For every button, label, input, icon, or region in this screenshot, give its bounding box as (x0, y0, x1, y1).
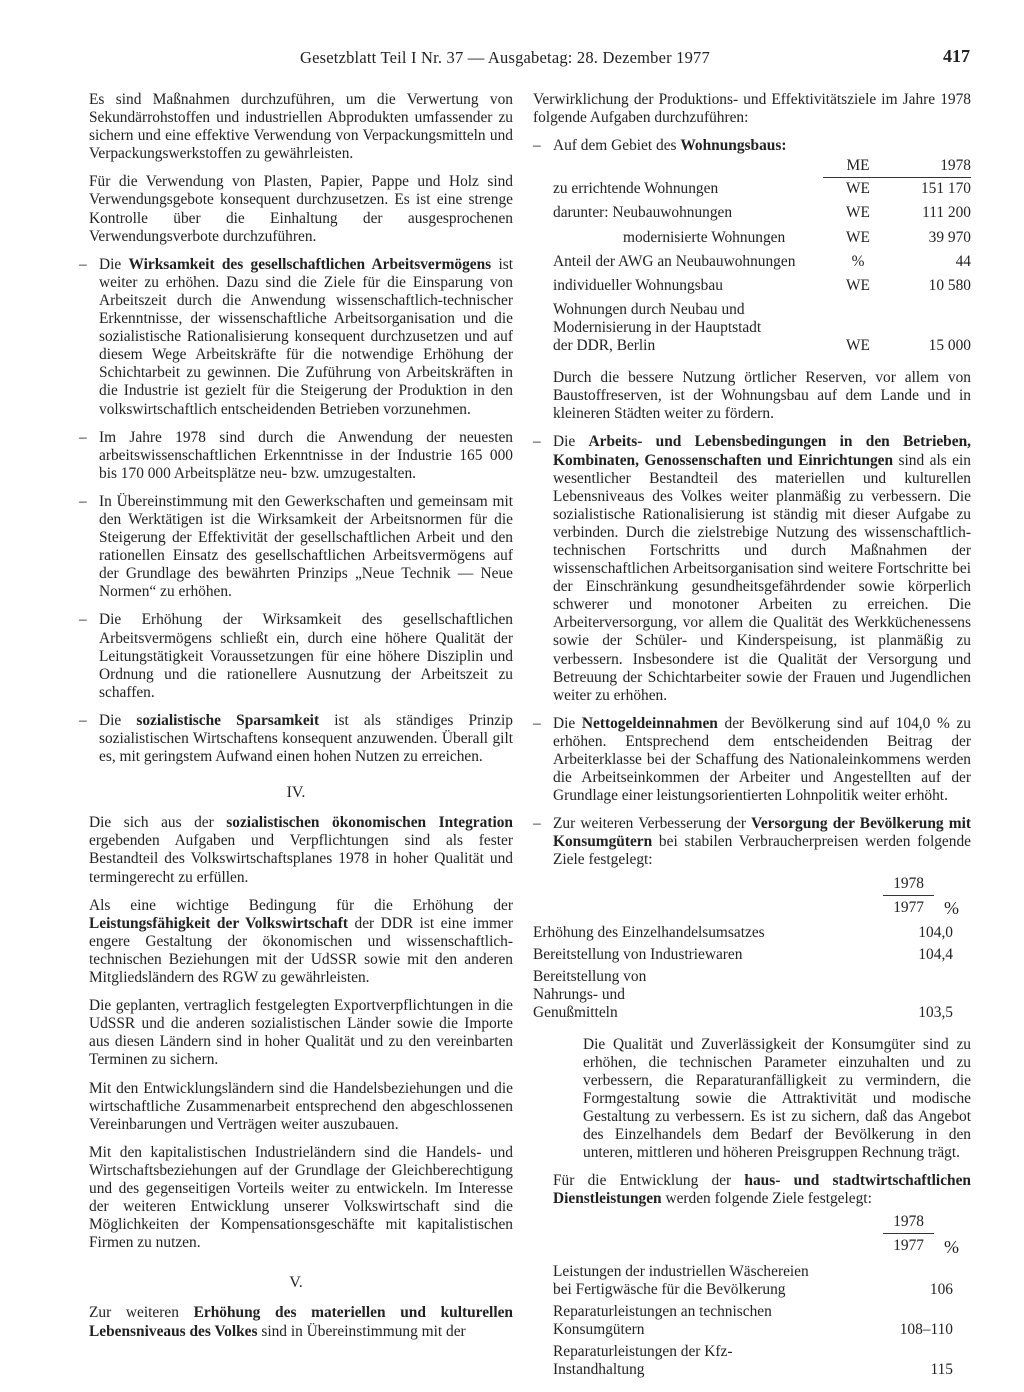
table-row (533, 1342, 971, 1382)
row-value: 44 (955, 252, 971, 270)
row-label: Leistungen der industriellen Wäschereien bei Fertigwäsche für die Bevölkerung (553, 1262, 809, 1298)
ratio-numerator: 1978 (883, 1212, 934, 1234)
bold-term: sozialistische Sparsamkeit (136, 711, 320, 729)
paragraph-dash (533, 715, 971, 805)
row-label: Reparaturleistungen an technischen Konsumgütern (553, 1303, 772, 1339)
paragraph-dash (533, 815, 971, 869)
text: Die (553, 714, 582, 732)
paragraph: Für die Verwendung von Plasten, Papier, Pappe und Holz sind Verwendungsgebote konsequent durchzusetzen. Es ist eine strenge Kontrolle über die Einhaltung der ausgesprochenen Verwendungsverbote durchzuführen. (89, 173, 513, 245)
text: Für die Entwicklung der (553, 1172, 745, 1190)
paragraph (79, 429, 513, 483)
paragraph: Es sind Maßnahmen durchzuführen, um die Verwertung von Sekundärrohstoffen und industriellen Abprodukten umfassender zu sichern und eine effektive Verwendung von Verpackungsmitteln und Verpackungswerkstoffen zu gewährleisten. (89, 91, 513, 163)
paragraph: Mit den Entwicklungsländern sind die Handelsbeziehungen und die wirtschaftliche Zusammenarbeit entsprechend den abgeschlossenen Vereinbarungen und Verträgen weiter auszubauen. (89, 1079, 513, 1133)
housing-table (553, 157, 971, 359)
paragraph (533, 1172, 971, 1208)
page-number: 417 (943, 46, 970, 66)
text: Die Erhöhung der Wirksamkeit des gesellschaftlichen Arbeitsvermögens schließt ein, durch eine höhere Qualität der Leitungstätigkeit Voraussetzungen für eine höhere Disziplin und Ordnung und die rationellere Ausnutzung der Arbeitszeit zu schaffen. (99, 611, 513, 701)
percent-sign: % (944, 897, 959, 918)
table-row (533, 1262, 971, 1302)
row-unit: WE (846, 180, 870, 198)
row-value: 151 170 (920, 180, 971, 198)
bold-term: sozialistischen ökonomischen Integration (226, 814, 513, 832)
bold-term: Arbeits- und Lebensbedingungen in den Betrieben, Kombinaten, Genossenschaften und Einrichtungen (553, 433, 971, 469)
row-unit: WE (846, 337, 870, 355)
table-row (533, 923, 971, 945)
row-label: individueller Wohnungsbau (553, 276, 723, 294)
row-value: 111 200 (922, 204, 971, 222)
table-header-label (553, 157, 823, 178)
year-ratio (883, 1212, 934, 1255)
text: Die sich aus der (89, 814, 227, 832)
text: In Übereinstimmung mit den Gewerkschaften und gemeinsam mit den Werktätigen ist die Wirksamkeit der Arbeitsnormen für die Steigerung der Effektivität der gesellschaftlichen Arbeit und den rationellen Einsatz des gesellschaftlichen Arbeitsvermögens auf der Grundlage des bewährten Prinzips „Neue Technik — Neue Normen“ zu erhöhen. (99, 492, 513, 601)
text: Als eine wichtige Bedingung für die Erhöhung der (89, 896, 513, 914)
row-label: Bereitstellung von Nahrungs- und Genußmitteln (533, 968, 647, 1022)
row-label: Reparaturleistungen der Kfz-Instandhaltung (553, 1343, 733, 1379)
row-unit: WE (846, 204, 870, 222)
row-label: Anteil der AWG an Neubauwohnungen (553, 252, 796, 270)
text: Im Jahre 1978 sind durch die Anwendung der neuesten arbeitswissenschaftlichen Erkenntnisse in der Industrie 165 000 bis 170 000 Arbeitsplätze neu- bzw. umzugestalten. (99, 428, 513, 482)
paragraph (79, 1304, 513, 1340)
row-unit: WE (846, 228, 870, 246)
services-table (533, 1262, 971, 1383)
row-unit: WE (846, 276, 870, 294)
row-value: 103,5 (918, 1004, 953, 1022)
paragraph: Die Qualität und Zuverlässigkeit der Konsumgüter sind zu erhöhen, die technischen Parameter einzuhalten und zu verbessern, die Reparaturanfälligkeit zu vermindern, die Formgestaltung sowie die Attraktivität und modische Gestaltung zu verbessern. Es ist zu sichern, daß das Angebot des Einzelhandels dem Bedarf der Bevölkerung in den unteren, mittleren und höheren Preisgruppen Rechnung trägt. (583, 1035, 971, 1162)
table-row (533, 967, 971, 1025)
table-header-year: 1978 (893, 157, 971, 178)
right-column (533, 91, 971, 1392)
table-row (553, 227, 971, 251)
paragraph (79, 611, 513, 701)
year-ratio (883, 874, 934, 917)
ratio-header (533, 1212, 971, 1256)
text: sind in Übereinstimmung mit der (257, 1322, 466, 1340)
table-row (533, 1302, 971, 1342)
bold-term: Erhöhung des materiellen und kulturellen Lebensniveaus des Volkes (89, 1304, 513, 1340)
table-row (553, 202, 971, 226)
table-row (553, 178, 971, 203)
row-value: 106 (929, 1281, 953, 1298)
table-row (553, 251, 971, 275)
text: werden folgende Ziele festgelegt: (661, 1190, 872, 1208)
row-value: 39 970 (928, 228, 971, 246)
text: Auf dem Gebiet des (553, 137, 681, 155)
section-heading-v: V. (289, 1274, 303, 1292)
consumer-goods-table (533, 923, 971, 1025)
paragraph (79, 814, 513, 886)
left-column (79, 91, 513, 1351)
text: Zur weiteren Verbesserung der (553, 815, 752, 833)
percent-sign: % (944, 1236, 959, 1257)
table-header-unit: ME (823, 157, 893, 178)
bold-term: Wohnungsbaus: (680, 137, 787, 155)
text: Die (99, 711, 137, 729)
text: Zur weiteren (89, 1304, 194, 1322)
paragraph: Mit den kapitalistischen Industrieländern sind die Handels- und Wirtschaftsbeziehungen auf der Grundlage der Gleichberechtigung und des gegenseitigen Vorteils weiter zu entwickeln. Im Interesse der weiteren Entwicklung unserer Volkswirtschaft sind die Möglichkeiten der Kompensationsgeschäfte mit kapitalistischen Firmen zu nutzen. (89, 1143, 513, 1252)
paragraph: Durch die bessere Nutzung örtlicher Reserven, vor allem von Baustoffreserven, ist der Wohnungsbau auf dem Lande und in kleineren Städten weiter zu fördern. (553, 369, 971, 423)
row-label: modernisierte Wohnungen (623, 228, 786, 246)
paragraph-dash (79, 712, 513, 766)
section-heading-iv: IV. (286, 784, 306, 802)
row-value: 15 000 (928, 337, 971, 355)
ratio-denominator: 1977 (893, 898, 924, 916)
text: sind als ein wesentlicher Bestandteil des materiellen und kulturellen Lebensniveaus des Volkes weiter planmäßig zu verbessern. Die sozialistische Rationalisierung ist ständig mit dieser Aufgabe zu verbinden. Durch die zielstrebige Nutzung des wissenschaftlich-technischen Fortschritts und durch Maßnahmen der wissenschaftlichen Arbeitsorganisation sind weitere Fortschritte bei der Einschränkung gesundheitsgefährdender sowie körperlich schwerer und monotoner Arbeiten zu erreichen. Die Arbeiterversorgung, vor allem die Qualität des Werkküchenessens sowie der Schüler- und Kinderspeisung, ist planmäßig zu verbessern. Insbesondere ist die Qualität der Versorgung und Betreuung der Schichtarbeiter sowie der Frauen und Jugendlichen weiter zu erhöhen. (553, 451, 971, 704)
text: Die (99, 255, 129, 273)
paragraph (79, 897, 513, 987)
text: ist als ständiges Prinzip sozialistischen Wirtschaftens konsequent anzuwenden. Überall gilt es, mit geringstem Aufwand einen hohen Nutzen zu erreichen. (99, 711, 513, 766)
ratio-numerator: 1978 (883, 874, 934, 896)
row-value: 108–110 (899, 1321, 953, 1339)
table-row (553, 299, 971, 359)
paragraph-dash (79, 256, 513, 419)
bold-term: haus- und stadtwirtschaftlichen Dienstleistungen (553, 1172, 971, 1208)
paragraph (79, 493, 513, 602)
paragraph-dash (533, 137, 971, 155)
text: Die (553, 433, 589, 451)
ratio-denominator: 1977 (893, 1237, 924, 1255)
ratio-header (533, 874, 971, 918)
page-header (300, 44, 970, 72)
bold-term: Nettogeldeinnahmen (581, 714, 718, 732)
text: der DDR ist eine immer engere Gestaltung der ökonomischen und wissenschaftlich-technischen Beziehungen mit der UdSSR sowie mit den anderen Mitgliedsländern des RGW zu gewährleisten. (89, 914, 513, 987)
paragraph: Verwirklichung der Produktions- und Effektivitätsziele im Jahre 1978 folgende Aufgaben durchzuführen: (533, 91, 971, 127)
text: ist weiter zu erhöhen. Dazu sind die Ziele für die Einsparung von Arbeitszeit durch die Anwendung wissenschaftlich-technischer Erkenntnisse, der wissenschaftliche Arbeitsorganisation und die sozialistische Rationalisierung konsequent durchzusetzen und auf diesem Wege Arbeitskräfte für die notwendige Erhöhung der Schichtarbeit zu gewinnen. Die Zuführung von Arbeitskräften in die Industrie ist gezielt für die Steigerung der Produktion in den volkswirtschaftlich entscheidenden Betrieben vorzunehmen. (99, 255, 513, 418)
text: ergebenden Aufgaben und Verpflichtungen sind als fester Bestandteil des Volkswirtschaftsplanes 1978 in hoher Qualität und termingerecht zu erfüllen. (89, 832, 513, 886)
row-value: 104,0 (918, 924, 953, 942)
text: der Bevölkerung sind auf 104,0 % zu erhöhen. Entsprechend dem entscheidenden Beitrag der Arbeiterklasse bei der Schaffung des Nationaleinkommens werden die Arbeitseinkommen der Arbeiter und Angestellten auf der Grundlage einer leistungsorientierten Lohnpolitik weiter erhöht. (553, 714, 971, 805)
row-label: Erhöhung des Einzelhandelsumsatzes (533, 924, 765, 942)
row-label: Wohnungen durch Neubau und Modernisierung in der Hauptstadt der DDR, Berlin (553, 300, 762, 355)
table-header-row (553, 157, 971, 178)
bold-term: Versorgung der Bevölkerung mit Konsumgütern (553, 815, 971, 851)
paragraph-dash (533, 433, 971, 704)
row-label: darunter: Neubauwohnungen (553, 204, 733, 222)
text: bei stabilen Verbraucherpreisen werden folgende Ziele festgelegt: (553, 833, 971, 869)
table-row (553, 275, 971, 299)
row-value: 104,4 (918, 946, 953, 964)
table-row (533, 945, 971, 967)
row-unit: % (851, 252, 865, 270)
paragraph: Die geplanten, vertraglich festgelegten Exportverpflichtungen in die UdSSR und die anderen sozialistischen Länder sowie die Importe aus diesen Ländern sind in hoher Qualität und zu den vereinbarten Terminen zu sichern. (89, 997, 513, 1069)
row-value: 10 580 (928, 276, 971, 294)
row-label: Bereitstellung von Industriewaren (533, 946, 743, 964)
row-label: zu errichtende Wohnungen (553, 180, 719, 198)
row-value: 115 (930, 1361, 953, 1379)
bold-term: Wirksamkeit des gesellschaftlichen Arbeitsvermögens (128, 255, 492, 273)
bold-term: Leistungsfähigkeit der Volkswirtschaft (89, 914, 348, 932)
running-title: Gesetzblatt Teil I Nr. 37 — Ausgabetag: 28. Dezember 1977 (300, 48, 710, 67)
